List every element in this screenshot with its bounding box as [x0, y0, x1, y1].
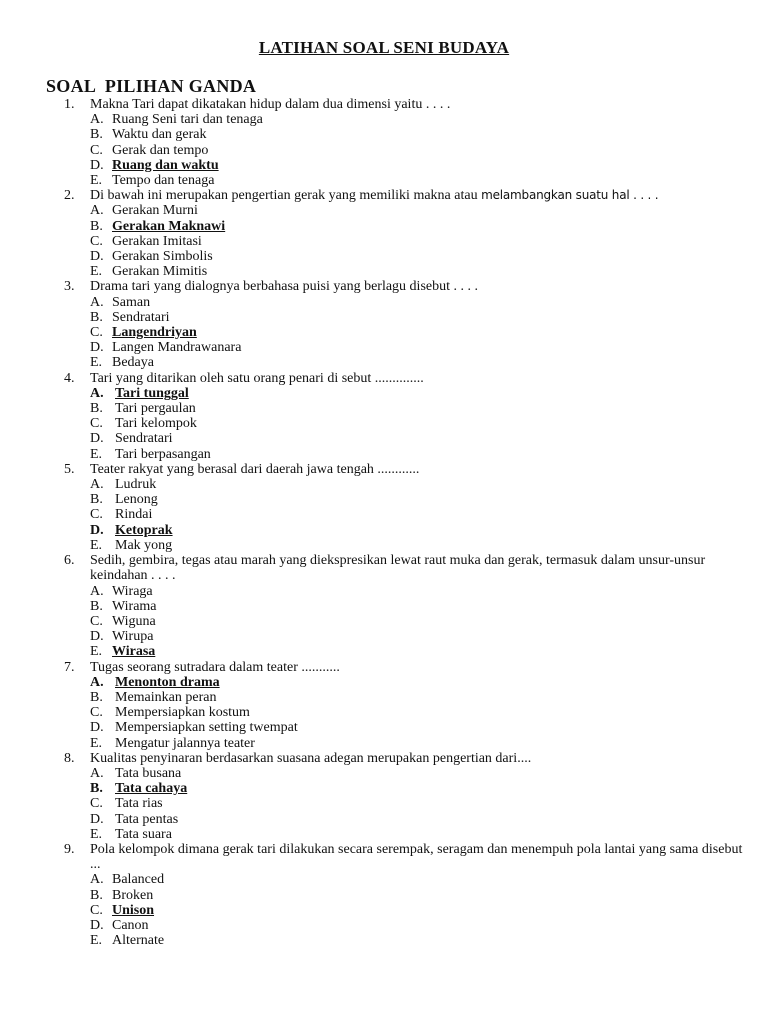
- option-letter: B.: [90, 598, 103, 614]
- answer-option: [64, 796, 744, 811]
- option-letter: B.: [90, 127, 103, 143]
- option-text: Tari kelompok: [115, 416, 197, 432]
- option-letter: B.: [90, 492, 103, 508]
- option-letter: A.: [90, 385, 104, 401]
- option-letter: A.: [90, 872, 104, 888]
- question-text: [90, 462, 744, 477]
- answer-option: [64, 431, 744, 446]
- option-letter: B.: [90, 401, 103, 417]
- option-letter: D.: [90, 629, 104, 645]
- option-letter: E.: [90, 355, 103, 371]
- question-text-main: Drama tari yang dialognya berbahasa puisi yang berlagu disebut . . . .: [90, 279, 478, 295]
- option-letter: C.: [90, 613, 103, 629]
- question-text-main: Tugas seorang sutradara dalam teater ...........: [90, 659, 340, 675]
- option-text: Gerakan Maknawi: [112, 218, 226, 234]
- option-letter: C.: [90, 325, 103, 341]
- option-text: Tata suara: [115, 826, 172, 842]
- question-item: [64, 553, 744, 583]
- question-text: [90, 279, 744, 294]
- question-number: 7.: [64, 659, 75, 675]
- answer-option: [64, 355, 744, 370]
- answer-option: [64, 416, 744, 431]
- section-title: SOAL PILIHAN GANDA: [46, 76, 257, 96]
- option-letter: C.: [90, 796, 103, 812]
- answer-option: [64, 629, 744, 644]
- option-text: Ruang Seni tari dan tenaga: [112, 112, 263, 128]
- answer-option-correct: [64, 158, 744, 173]
- option-letter: D.: [90, 340, 104, 356]
- option-text: Ketoprak: [115, 522, 173, 538]
- answer-option: [64, 812, 744, 827]
- option-letter: A.: [90, 583, 104, 599]
- question-text-main: Makna Tari dapat dikatakan hidup dalam dua dimensi yaitu . . . .: [90, 97, 451, 112]
- option-text: Waktu dan gerak: [112, 127, 207, 143]
- question-item: [64, 188, 744, 203]
- answer-option-correct: [64, 781, 744, 796]
- answer-option: [64, 614, 744, 629]
- answer-option: [64, 340, 744, 355]
- question-list: [64, 97, 744, 948]
- question-text-main: Teater rakyat yang berasal dari daerah jawa tengah ............: [90, 461, 420, 477]
- option-letter: D.: [90, 917, 104, 933]
- option-text: Gerakan Simbolis: [112, 249, 213, 265]
- question-number: 4.: [64, 370, 75, 386]
- answer-option: [64, 127, 744, 142]
- option-text: Mempersiapkan setting twempat: [115, 720, 298, 736]
- option-text: Bedaya: [112, 355, 154, 371]
- answer-option: [64, 720, 744, 735]
- document-title: LATIHAN SOAL SENI BUDAYA: [258, 38, 510, 57]
- option-text: Wiguna: [112, 613, 156, 629]
- option-text: Sendratari: [112, 309, 170, 325]
- question-text-main: Di bawah ini merupakan pengertian gerak yang memiliki makna atau: [90, 188, 478, 204]
- question-text: [90, 97, 744, 112]
- option-text: Mak yong: [115, 537, 173, 553]
- option-letter: D.: [90, 720, 104, 736]
- option-letter: B.: [90, 887, 103, 903]
- option-text: Wirupa: [112, 629, 154, 645]
- question-number: 3.: [64, 279, 75, 295]
- option-letter: E.: [90, 264, 103, 280]
- option-letter: C.: [90, 233, 103, 249]
- option-letter: B.: [90, 781, 103, 797]
- answer-option-correct: [64, 523, 744, 538]
- option-letter: C.: [90, 507, 103, 523]
- option-text: Tata busana: [115, 765, 182, 781]
- option-text: Langen Mandrawanara: [112, 340, 242, 356]
- option-letter: E.: [90, 826, 103, 842]
- option-letter: A.: [90, 294, 104, 310]
- option-text: Wirama: [112, 598, 157, 614]
- answer-option-correct: [64, 903, 744, 918]
- answer-option: [64, 447, 744, 462]
- question-text: [90, 751, 744, 766]
- question-text: [90, 660, 744, 675]
- option-text: Gerakan Mimitis: [112, 264, 208, 280]
- question-number: 2.: [64, 188, 75, 204]
- option-text: Canon: [112, 917, 149, 933]
- question-item: [64, 371, 744, 386]
- question-item: [64, 660, 744, 675]
- answer-option: [64, 584, 744, 599]
- question-number: 8.: [64, 750, 75, 766]
- answer-option-correct: [64, 644, 744, 659]
- question-text-main: Sedih, gembira, tegas atau marah yang diekspresikan lewat raut muka dan gerak, termasuk dalam unsur-unsur keindahan . . . .: [90, 553, 706, 584]
- answer-option: [64, 234, 744, 249]
- answer-option-correct: [64, 325, 744, 340]
- question-number: 5.: [64, 461, 75, 477]
- answer-option: [64, 507, 744, 522]
- option-letter: A.: [90, 674, 104, 690]
- question-item: [64, 97, 744, 112]
- answer-option: [64, 705, 744, 720]
- answer-option: [64, 736, 744, 751]
- answer-option: [64, 264, 744, 279]
- option-text: Memainkan peran: [115, 689, 217, 705]
- option-text: Gerakan Murni: [112, 203, 198, 219]
- answer-option: [64, 173, 744, 188]
- answer-option: [64, 766, 744, 781]
- question-item: [64, 751, 744, 766]
- option-text: Tata cahaya: [115, 781, 188, 797]
- answer-option: [64, 918, 744, 933]
- option-letter: E.: [90, 933, 103, 949]
- option-text: Sendratari: [115, 431, 173, 447]
- option-text: Langendriyan: [112, 325, 197, 341]
- option-letter: A.: [90, 477, 104, 493]
- option-letter: E.: [90, 735, 103, 751]
- answer-option-correct: [64, 219, 744, 234]
- option-text: Tata rias: [115, 796, 163, 812]
- question-item: [64, 842, 744, 872]
- answer-option: [64, 888, 744, 903]
- answer-option: [64, 872, 744, 887]
- option-text: Tata pentas: [115, 811, 179, 827]
- option-text: Lenong: [115, 492, 158, 508]
- answer-option-correct: [64, 386, 744, 401]
- option-letter: D.: [90, 249, 104, 265]
- option-text: Ruang dan waktu: [112, 157, 219, 173]
- option-letter: C.: [90, 705, 103, 721]
- answer-option: [64, 538, 744, 553]
- option-text: Tempo dan tenaga: [112, 173, 215, 189]
- question-item: [64, 279, 744, 294]
- option-letter: D.: [90, 811, 104, 827]
- option-letter: A.: [90, 203, 104, 219]
- option-letter: C.: [90, 902, 103, 918]
- option-letter: E.: [90, 644, 103, 660]
- answer-option: [64, 295, 744, 310]
- option-text: Rindai: [115, 507, 153, 523]
- option-letter: B.: [90, 218, 103, 234]
- answer-option: [64, 690, 744, 705]
- question-text-main: Tari yang ditarikan oleh satu orang penari di sebut ..............: [90, 370, 424, 386]
- option-text: Mempersiapkan kostum: [115, 705, 250, 721]
- answer-option: [64, 401, 744, 416]
- answer-option-correct: [64, 675, 744, 690]
- question-number: 6.: [64, 553, 75, 569]
- option-letter: D.: [90, 522, 104, 538]
- question-text-tail: melambangkan suatu hal: [481, 188, 630, 203]
- option-text: Gerakan Imitasi: [112, 233, 202, 249]
- option-text: Menonton drama: [115, 674, 220, 690]
- option-text: Wirasa: [112, 644, 156, 660]
- answer-option: [64, 477, 744, 492]
- option-letter: D.: [90, 431, 104, 447]
- option-letter: C.: [90, 142, 103, 158]
- option-text: Unison: [112, 902, 155, 918]
- question-number: 1.: [64, 97, 75, 112]
- option-text: Alternate: [112, 933, 165, 949]
- option-text: Tari berpasangan: [115, 446, 211, 462]
- option-text: Tari pergaulan: [115, 401, 196, 417]
- option-letter: E.: [90, 446, 103, 462]
- answer-option: [64, 203, 744, 218]
- question-item: [64, 462, 744, 477]
- option-letter: E.: [90, 537, 103, 553]
- question-text: [90, 188, 744, 203]
- option-text: Wiraga: [112, 583, 153, 599]
- answer-option: [64, 249, 744, 264]
- option-letter: D.: [90, 157, 104, 173]
- question-text: [90, 553, 744, 583]
- answer-option: [64, 599, 744, 614]
- option-letter: B.: [90, 689, 103, 705]
- option-text: Gerak dan tempo: [112, 142, 209, 158]
- answer-option: [64, 143, 744, 158]
- option-letter: E.: [90, 173, 103, 189]
- option-text: Saman: [112, 294, 151, 310]
- option-text: Mengatur jalannya teater: [115, 735, 255, 751]
- question-text-end: . . . .: [629, 188, 659, 203]
- option-letter: B.: [90, 309, 103, 325]
- option-text: Broken: [112, 887, 154, 903]
- question-text-main: Kualitas penyinaran berdasarkan suasana adegan merupakan pengertian dari....: [90, 750, 532, 766]
- question-text-main: Pola kelompok dimana gerak tari dilakukan secara serempak, seragam dan menempuh pola lantai yang sama disebut ...: [90, 841, 743, 873]
- question-number: 9.: [64, 841, 75, 857]
- answer-option: [64, 492, 744, 507]
- answer-option: [64, 933, 744, 948]
- question-text: [90, 371, 744, 386]
- answer-option: [64, 827, 744, 842]
- question-text: [90, 842, 744, 872]
- answer-option: [64, 112, 744, 127]
- option-letter: A.: [90, 765, 104, 781]
- option-text: Ludruk: [115, 477, 157, 493]
- answer-option: [64, 310, 744, 325]
- option-text: Tari tunggal: [115, 385, 189, 401]
- option-letter: C.: [90, 416, 103, 432]
- option-letter: A.: [90, 112, 104, 128]
- option-text: Balanced: [112, 872, 165, 888]
